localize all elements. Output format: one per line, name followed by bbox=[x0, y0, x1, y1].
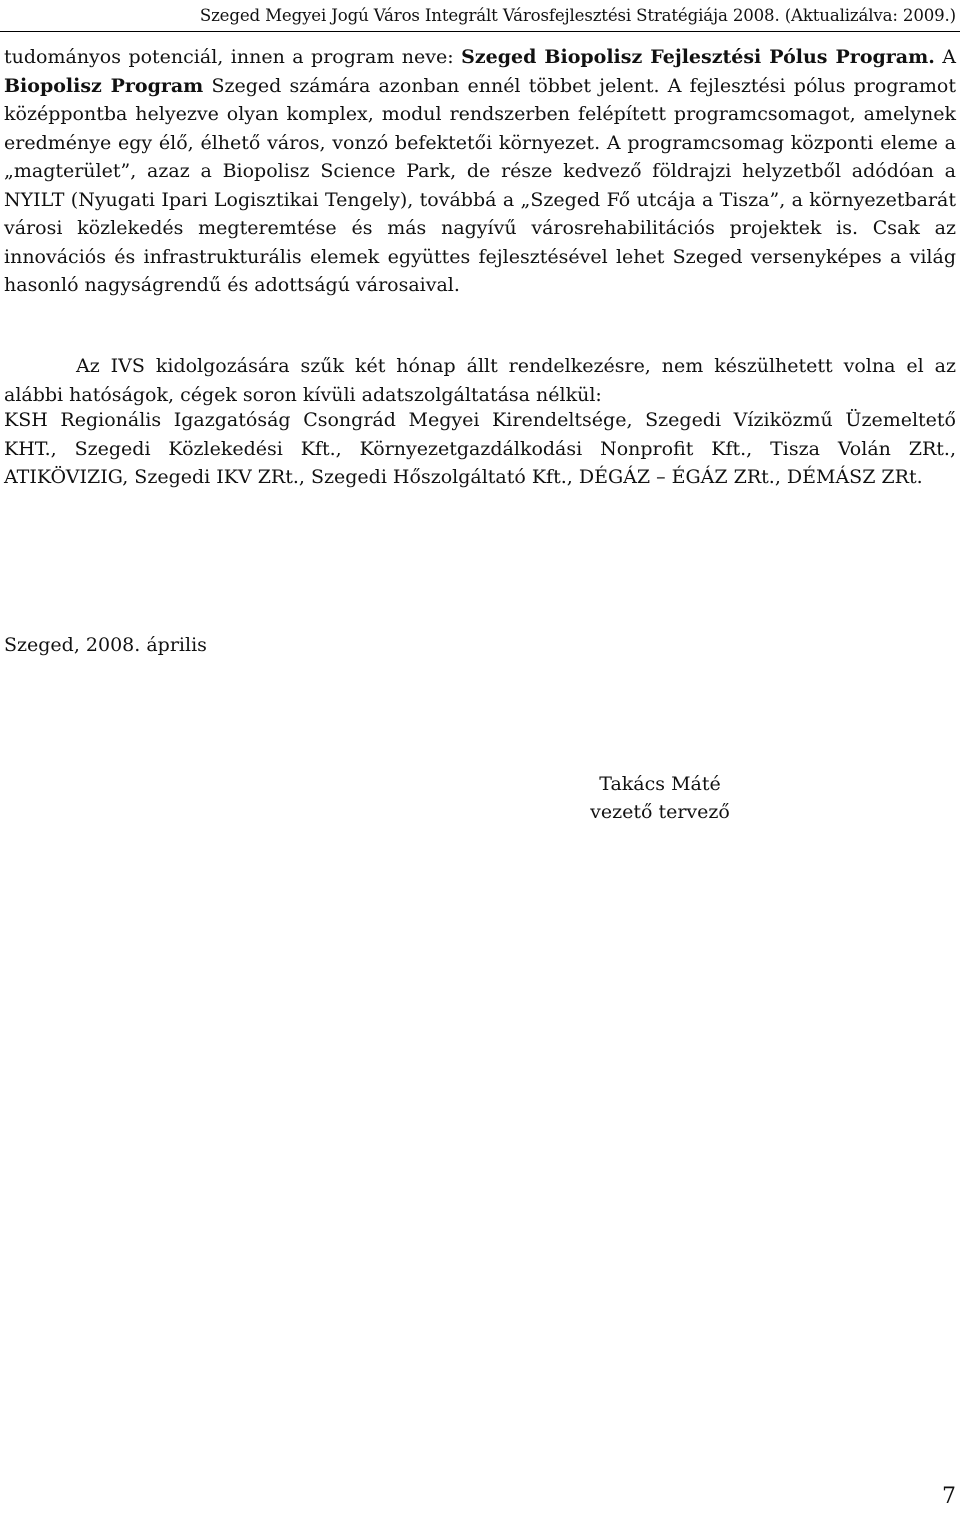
header-rule bbox=[0, 31, 960, 32]
paragraph-biopolisz bbox=[4, 43, 956, 300]
bold-program-name: Szeged Biopolisz Fejlesztési Pólus Program. bbox=[461, 46, 935, 68]
paragraph-text: Szeged számára azonban ennél többet jelent. A fejlesztési pólus programot középpontba helyezve olyan komplex, modul rendszerben felépített programcsomagot, amelynek eredménye egy élő, élhető város, vonzó befektetői környezet. A programcsomag központi eleme a „magterület”, azaz a Biopolisz Science Park, de része kedvező földrajzi helyzetből adódóan a NYILT (Nyugati Ipari Logisztikai Tengely), továbbá a „Szeged Fő utcája a Tisza”, a környezetbarát városi közlekedés megteremtése és más nagyívű városrehabilitációs projektek is. Csak az innovációs és infrastrukturális elemek együttes fejlesztésével lehet Szeged versenyképes a világ hasonló nagyságrendű és adottságú városaival. bbox=[4, 74, 956, 296]
paragraph-acknowledgement: Az IVS kidolgozására szűk két hónap állt rendelkezésre, nem készülhetett volna el az alábbi hatóságok, cégek soron kívüli adatszolgáltatása nélkül: bbox=[4, 355, 956, 406]
paragraph-contributors: KSH Regionális Igazgatóság Csongrád Megyei Kirendeltsége, Szegedi Víziközmű Üzemeltető KHT., Szegedi Közlekedési Kft., Környezetgazdálkodási Nonprofit Kft., Tisza Volán ZRt., ATIKÖVIZIG, Szegedi IKV ZRt., Szegedi Hőszolgáltató Kft., DÉGÁZ – ÉGÁZ ZRt., DÉMÁSZ ZRt. bbox=[4, 409, 956, 488]
paragraph-text: tudományos potenciál, innen a program neve: bbox=[4, 46, 462, 68]
paragraph-text: A bbox=[934, 46, 956, 68]
bold-program-short-name: Biopolisz Program bbox=[4, 74, 204, 97]
date-line: Szeged, 2008. április bbox=[4, 634, 207, 656]
page-number: 7 bbox=[942, 1484, 956, 1509]
running-header: Szeged Megyei Jogú Város Integrált Városfejlesztési Stratégiája 2008. (Aktualizálva: 2009.) bbox=[199, 6, 956, 25]
signer-name: Takács Máté bbox=[599, 773, 721, 795]
signer-title: vezető tervező bbox=[590, 801, 730, 823]
signature-block bbox=[560, 770, 760, 826]
